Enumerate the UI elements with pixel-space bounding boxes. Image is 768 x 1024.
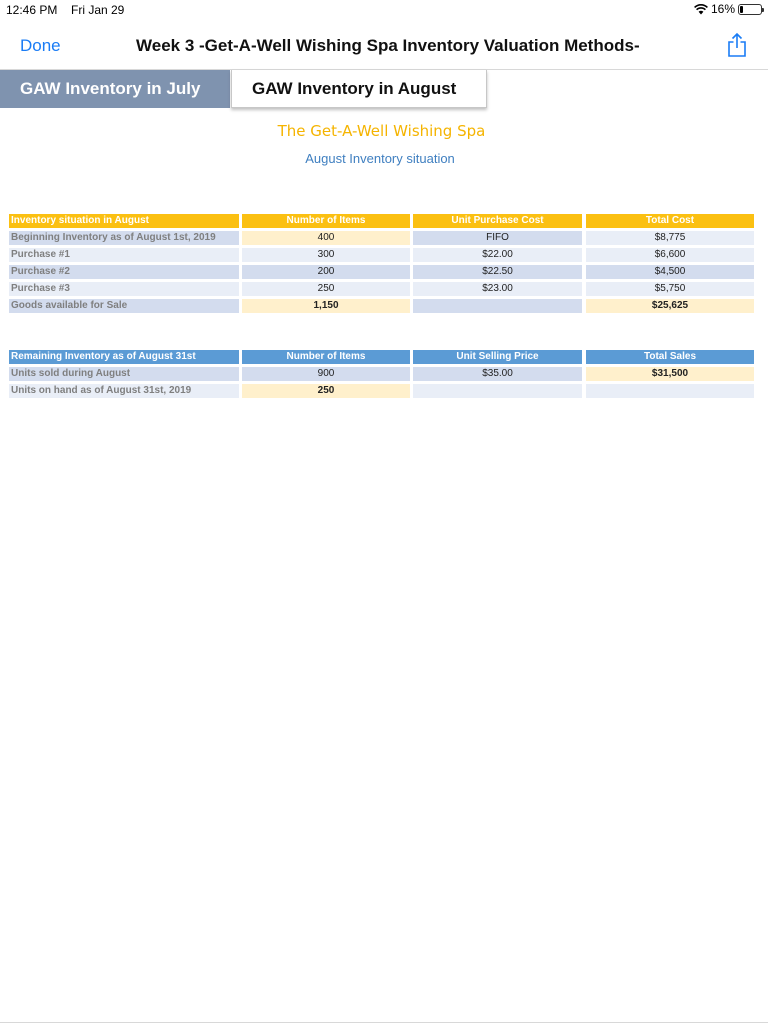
share-icon[interactable] — [727, 32, 747, 58]
table-row-label: Beginning Inventory as of August 1st, 2019 — [9, 231, 239, 245]
table-header: Number of Items — [242, 214, 410, 228]
table-row-label: Goods available for Sale — [9, 299, 239, 313]
table-cell: $22.00 — [413, 248, 582, 262]
document-title: Week 3 -Get-A-Well Wishing Spa Inventory Valuation Methods- — [136, 36, 640, 55]
wifi-icon — [694, 4, 708, 15]
table-header: Total Cost — [586, 214, 754, 228]
table-cell: $25,625 — [586, 299, 754, 313]
table-cell: 900 — [242, 367, 410, 381]
navigation-bar — [0, 20, 768, 70]
table-cell: $23.00 — [413, 282, 582, 296]
table-row-label: Purchase #3 — [9, 282, 239, 296]
tab-august[interactable]: GAW Inventory in August — [231, 70, 487, 108]
table-cell — [413, 299, 582, 313]
table-header: Remaining Inventory as of August 31st — [9, 350, 239, 364]
table-row-label: Purchase #1 — [9, 248, 239, 262]
table-cell: $35.00 — [413, 367, 582, 381]
table-cell: 250 — [242, 282, 410, 296]
done-button[interactable]: Done — [20, 36, 61, 55]
table-cell: 400 — [242, 231, 410, 245]
table-cell: $6,600 — [586, 248, 754, 262]
table-cell: $31,500 — [586, 367, 754, 381]
table-cell: $4,500 — [586, 265, 754, 279]
table-cell: $22.50 — [413, 265, 582, 279]
battery-icon — [738, 4, 762, 15]
table-cell — [586, 384, 754, 398]
table-header: Number of Items — [242, 350, 410, 364]
status-bar — [0, 0, 768, 20]
table-cell: 200 — [242, 265, 410, 279]
sheet-subtitle: August Inventory situation — [305, 151, 455, 166]
table-cell: 250 — [242, 384, 410, 398]
table-header: Inventory situation in August — [9, 214, 239, 228]
status-time: 12:46 PM — [6, 3, 58, 17]
table-cell: 1,150 — [242, 299, 410, 313]
table-cell: $5,750 — [586, 282, 754, 296]
status-indicators — [694, 2, 762, 16]
tab-july[interactable]: GAW Inventory in July — [0, 70, 230, 108]
bottom-divider — [0, 1022, 768, 1023]
sheet-tabs — [0, 70, 768, 110]
battery-percent: 16% — [710, 2, 735, 16]
table-header: Unit Purchase Cost — [413, 214, 582, 228]
sheet-title: The Get-A-Well Wishing Spa — [277, 122, 486, 140]
table-cell: $8,775 — [586, 231, 754, 245]
table-cell: 300 — [242, 248, 410, 262]
table-cell: FIFO — [413, 231, 582, 245]
status-date: Fri Jan 29 — [71, 3, 125, 17]
battery-level — [740, 6, 743, 13]
table-row-label: Units sold during August — [9, 367, 239, 381]
table-row-label: Purchase #2 — [9, 265, 239, 279]
table-header: Unit Selling Price — [413, 350, 582, 364]
table-header: Total Sales — [586, 350, 754, 364]
table-row-label: Units on hand as of August 31st, 2019 — [9, 384, 239, 398]
table-cell — [413, 384, 582, 398]
